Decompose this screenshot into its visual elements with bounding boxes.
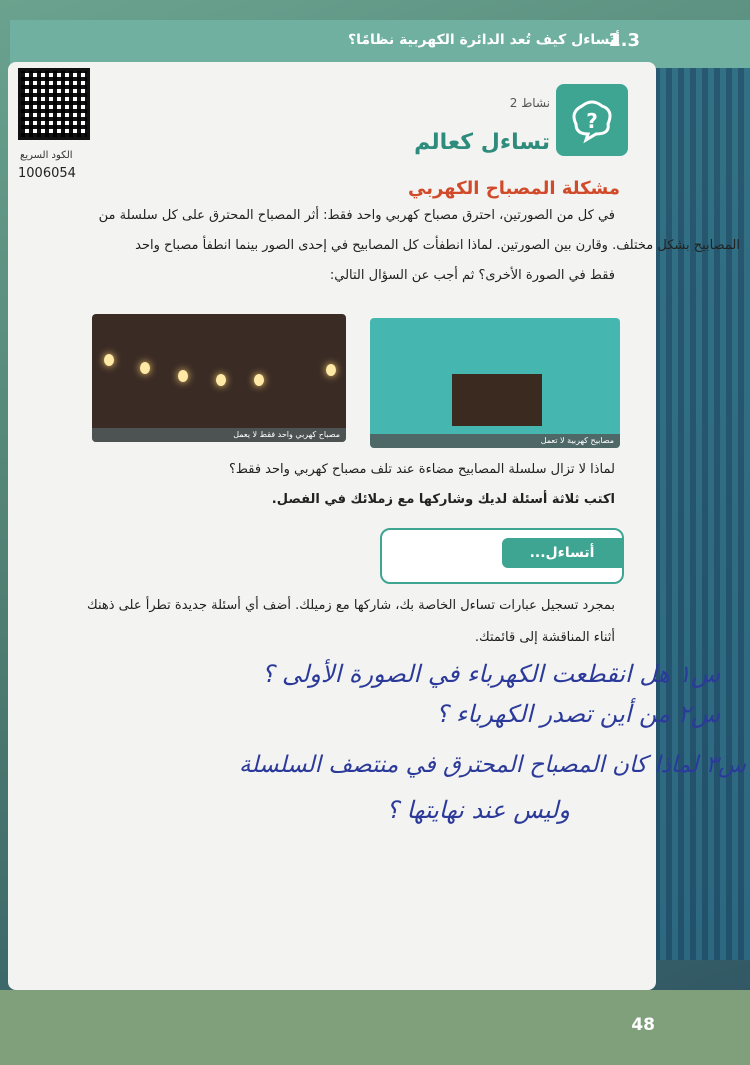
lesson-number: 1.3 [608,30,640,51]
handwritten-question-3-cont: وليس عند نهايتها ؟ [386,796,570,824]
lesson-title: أتساءل كيف تُعد الدائرة الكهربية نظامًا؟ [348,32,620,48]
qr-code-number: 1006054 [18,166,76,181]
after-line-1: بمجرد تسجيل عبارات تساءل الخاصة بك، شاركها مع زميلك. أضف أي أسئلة جديدة تطرأ على ذهنك [87,598,615,613]
qr-code-icon[interactable] [18,68,90,140]
activity-number: نشاط 2 [509,96,550,110]
svg-text:?: ? [586,109,598,133]
photo-left-caption: مصباح كهربي واحد فقط لا يعمل [92,428,346,442]
ask-tab-label: أتساءل... [502,538,622,568]
page-number: 48 [631,1015,655,1035]
question-icon [556,84,628,156]
question-text: لماذا لا تزال سلسلة المصابيح مضاءة عند تلف مصباح كهربي واحد فقط؟ [229,462,615,477]
section-title: مشكلة المصباح الكهربي [408,178,620,199]
ask-box [380,528,624,584]
intro-line-3: فقط في الصورة الأخرى؟ ثم أجب عن السؤال التالي: [329,268,615,283]
photo-bulbs-off [370,318,620,448]
photo-right-caption: مصابيح كهربية لا تعمل [370,434,620,448]
instruction-text: اكتب ثلاثة أسئلة لديك وشاركها مع زملائك في الفصل. [271,492,615,507]
after-line-2: أثناء المناقشة إلى قائمتك. [474,630,615,645]
handwritten-question-2: س٢ من أين تصدر الكهرباء ؟ [435,700,720,728]
photo-bulbs-lit [92,314,346,442]
qr-label: الكود السريع [20,150,73,161]
handwritten-question-1: س١ هل انقطعت الكهرباء في الصورة الأولى ؟ [261,660,720,688]
activity-title: تساءل كعالم [414,130,550,155]
handwritten-question-3: س٣ لماذا كان المصباح المحترق في منتصف السلسلة [239,752,746,778]
intro-line-2: المصابيح بشكل مختلف. وقارن بين الصورتين. لماذا انطفأت كل المصابيح في إحدى الصور بينما انطفأ مصباح واحد [135,238,740,253]
intro-line-1: في كل من الصورتين، احترق مصباح كهربي واحد فقط: أثر المصباح المحترق على كل سلسلة من [98,208,615,223]
